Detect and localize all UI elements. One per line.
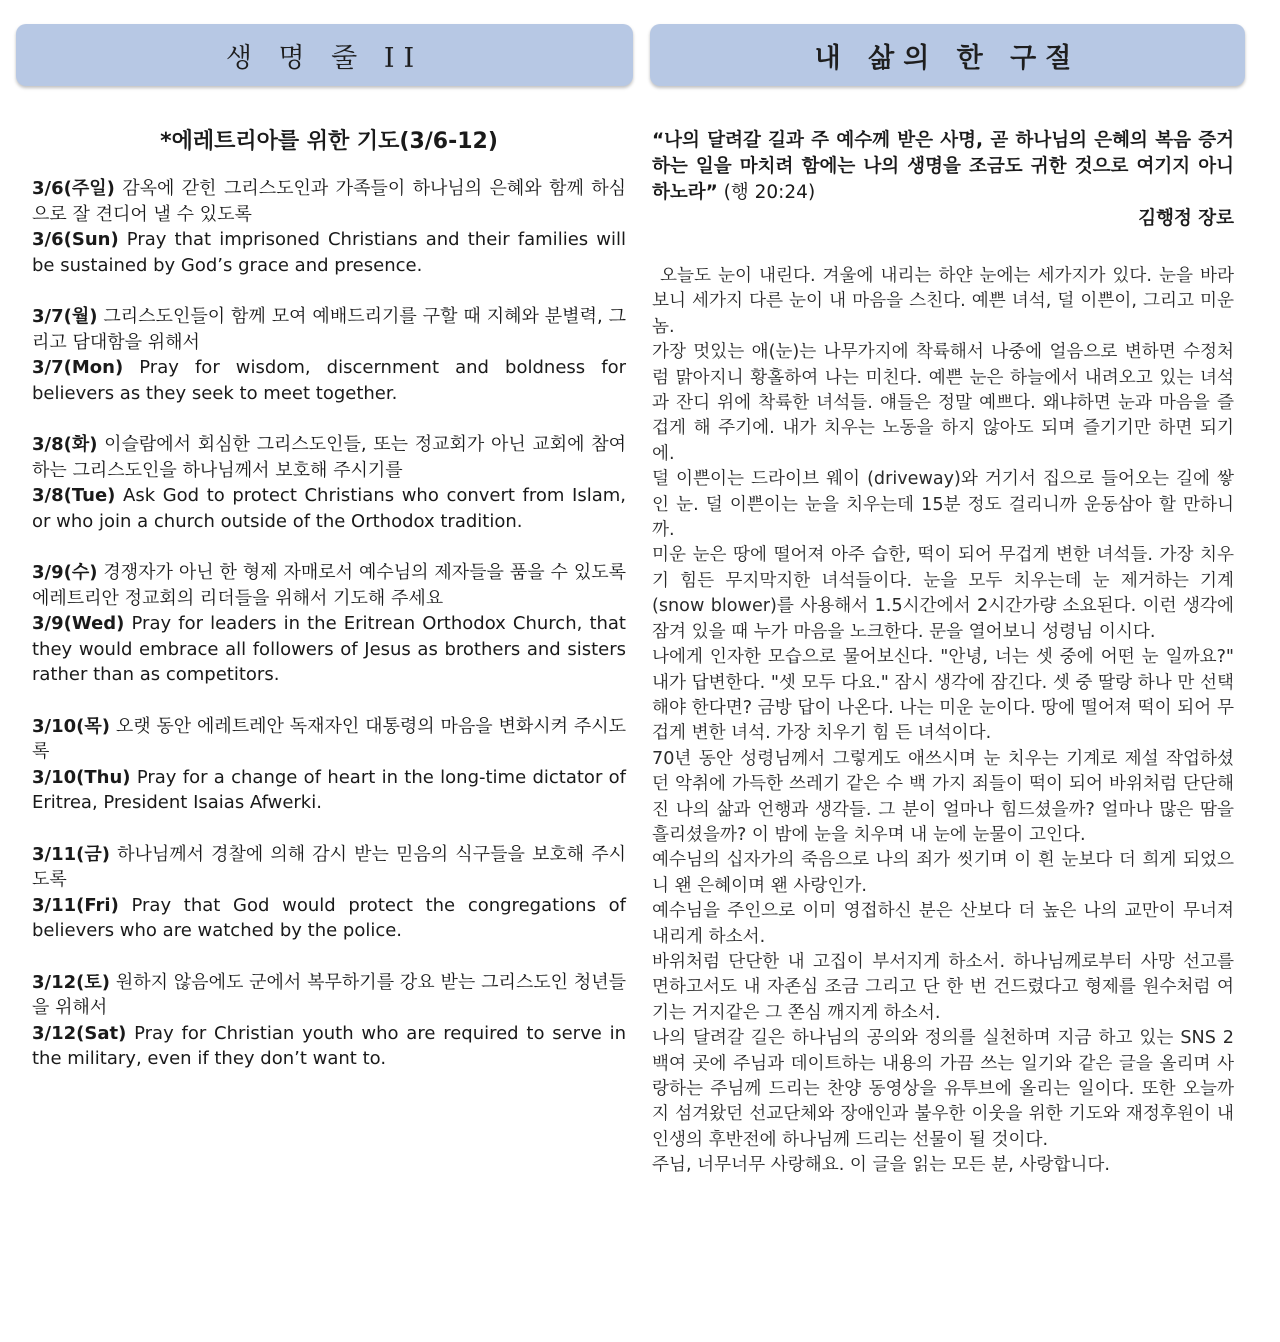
essay-paragraph: 미운 눈은 땅에 떨어져 아주 습한, 떡이 되어 무겁게 변한 녀석들. 가장 치우기 힘든 무지막지한 녀석들이다. 눈을 모두 치우는데 눈 제거하는 기계 (snow blower)를 사용해서 1.5시간에서 2시간가량 소요된다. 이런 생각에 잠겨 있을 때 누가 마음을 노크한다. 문을 열어보니 성령님 이시다.	[652, 545, 1234, 642]
prayer-date-label: 3/7(월)	[32, 306, 98, 327]
prayer-item	[32, 304, 626, 406]
prayer-korean	[32, 176, 626, 227]
verse-text: “나의 달려갈 길과 주 예수께 받은 사명, 곧 하나님의 은혜의 복음 증거하는 일을 마치려 함에는 나의 생명을 조금도 귀한 것으로 여기지 아니 하노라”	[652, 130, 1234, 203]
prayer-text: 오랫 동안 에레트레안 독재자인 대통령의 마음을 변화시켜 주시도록	[32, 715, 626, 762]
essay-paragraph: 가장 멋있는 애(눈)는 나무가지에 착륙해서 나중에 얼음으로 변하면 수정처럼 맑아지니 황홀하여 나는 미친다. 예쁜 눈은 하늘에서 내려오고 있는 녀석과 잔디 위에 착륙한 녀석들. 얘들은 정말 예쁘다. 왜냐하면 눈과 마음을 즐겁게 해 주기에. 내가 치우는 노동을 하지 않아도 되며 즐기기만 하면 되기에.	[652, 342, 1234, 464]
prayer-item	[32, 970, 626, 1072]
prayer-date-label: 3/9(수)	[32, 562, 98, 583]
essay-paragraph: 70년 동안 성령님께서 그렇게도 애쓰시며 눈 치우는 기계로 제설 작업하셨던 악취에 가득한 쓰레기 같은 수 백 가지 죄들이 떡이 되어 바위처럼 단단해 진 나의 삶과 언행과 생각들. 그 분이 얼마나 힘드셨을까? 얼마나 많은 땀을 흘리셨을까? 이 밤에 눈을 치우며 내 눈에 눈물이 고인다.	[652, 748, 1234, 845]
essay-paragraph: 예수님의 십자가의 죽음으로 나의 죄가 씻기며 이 흰 눈보다 더 희게 되었으니 왠 은혜이며 왠 사랑인가.	[652, 850, 1234, 896]
prayer-date-label: 3/10(Thu)	[32, 766, 131, 788]
prayer-date-label: 3/6(주일)	[32, 178, 115, 199]
author-name: 김행정 장로	[1138, 208, 1234, 229]
prayer-title: *에레트리아를 위한 기도(3/6-12)	[160, 129, 498, 154]
right-section-title: 내 삶의 한 구절	[814, 42, 1081, 74]
prayer-text: 감옥에 갇힌 그리스도인과 가족들이 하나님의 은혜와 함께 하심으로 잘 견디어 낼 수 있도록	[32, 178, 626, 225]
prayer-english	[32, 227, 626, 278]
prayer-item	[32, 842, 626, 944]
verse-reference: (행 20:24)	[717, 182, 816, 203]
prayer-date-label: 3/9(Wed)	[32, 613, 125, 634]
essay-body	[652, 264, 1234, 1179]
essay-paragraph: 주님, 너무너무 사랑해요. 이 글을 읽는 모든 분, 사랑합니다.	[652, 1155, 1111, 1176]
prayer-text: Pray that God would protect the congregations of believers who are watched by the police.	[32, 894, 626, 941]
prayer-english	[32, 483, 626, 534]
essay-paragraph: 덜 이쁜이는 드라이브 웨이 (driveway)와 거기서 집으로 들어오는 길에 쌓인 눈. 덜 이쁜이는 눈을 치우는데 15분 정도 걸리니까 운동삼아 할 만하니까.	[652, 469, 1234, 541]
essay-paragraph: 예수님을 주인으로 이미 영접하신 분은 산보다 더 높은 나의 교만이 무너져 내리게 하소서.	[652, 901, 1234, 947]
prayer-date-label: 3/8(화)	[32, 434, 98, 455]
prayer-item	[32, 176, 626, 278]
prayer-text: 원하지 않음에도 군에서 복무하기를 강요 받는 그리스도인 청년들을 위해서	[32, 971, 626, 1018]
prayer-text: Pray for a change of heart in the long-time dictator of Eritrea, President Isaias Afwerki.	[32, 766, 626, 813]
prayer-korean	[32, 714, 626, 765]
prayer-text: 이슬람에서 회심한 그리스도인들, 또는 정교회가 아닌 교회에 참여하는 그리스도인을 하나님께서 보호해 주시기를	[32, 434, 626, 481]
prayer-date-label: 3/11(Fri)	[32, 894, 119, 916]
prayer-korean	[32, 432, 626, 483]
prayer-list	[32, 176, 626, 1098]
prayer-english	[32, 765, 626, 816]
prayer-korean	[32, 970, 626, 1021]
essay-paragraph: 나의 달려갈 길은 하나님의 공의와 정의를 실천하며 지금 하고 있는 SNS 2백여 곳에 주님과 데이트하는 내용의 가끔 쓰는 일기와 같은 글을 올리며 사랑하는 주님께 드리는 찬양 동영상을 유투브에 올리는 일이다. 또한 오늘까지 섬겨왔던 선교단체와 장애인과 불우한 이웃을 위한 기도와 재정후원이 내 인생의 후반전에 하나님께 드리는 선물이 될 것이다.	[652, 1028, 1234, 1150]
prayer-date-label: 3/12(Sat)	[32, 1022, 127, 1044]
prayer-english	[32, 1021, 626, 1072]
prayer-date-label: 3/8(Tue)	[32, 485, 116, 506]
essay-paragraph: 나에게 인자한 모습으로 물어보신다. "안녕, 너는 셋 중에 어떤 눈 일까요?" 내가 답변한다. "셋 모두 다요." 잠시 생각에 잠긴다. 셋 중 딸랑 하나 만 선택해야 한다면? 금방 답이 나온다. 나는 미운 눈이다. 땅에 떨어져 떡이 되어 무겁게 변한 녀석. 가장 치우기 힘 든 녀석이다.	[652, 647, 1234, 744]
prayer-text: Pray for leaders in the Eritrean Orthodox Church, that they would embrace all followers of Jesus as brothers and sisters rather than as competitors.	[32, 613, 626, 685]
prayer-date-label: 3/12(토)	[32, 971, 110, 993]
prayer-text: 그리스도인들이 함께 모여 예배드리기를 구할 때 지혜와 분별력, 그리고 담대함을 위해서	[32, 306, 626, 353]
prayer-text: Pray that imprisoned Christians and their families will be sustained by God’s grace and presence.	[32, 229, 626, 276]
prayer-item	[32, 560, 626, 688]
prayer-korean	[32, 304, 626, 355]
prayer-english	[32, 355, 626, 406]
prayer-english	[32, 611, 626, 688]
prayer-korean	[32, 560, 626, 611]
left-section-header	[16, 24, 633, 86]
prayer-date-label: 3/11(금)	[32, 843, 110, 865]
prayer-date-label: 3/6(Sun)	[32, 229, 119, 250]
prayer-text: Pray for Christian youth who are required to serve in the military, even if they don’t want to.	[32, 1022, 626, 1069]
prayer-english	[32, 893, 626, 944]
essay-paragraph: 바위처럼 단단한 내 고집이 부서지게 하소서. 하나님께로부터 사망 선고를 면하고서도 내 자존심 조금 그리고 단 한 번 건드렸다고 형제를 원수처럼 여기는 거지같은 그 쫀심 깨지게 하소서.	[652, 951, 1234, 1023]
left-section-title: 생 명 줄 II	[225, 42, 424, 74]
essay-paragraph: 오늘도 눈이 내린다. 겨울에 내리는 하얀 눈에는 세가지가 있다. 눈을 바라보니 세가지 다른 눈이 내 마음을 스친다. 예쁜 녀석, 덜 이쁜이, 그리고 미운 놈.	[652, 266, 1234, 337]
prayer-text: Pray for wisdom, discernment and boldness for believers as they seek to meet together.	[32, 357, 626, 404]
right-section-header	[650, 24, 1245, 86]
scripture-verse	[652, 128, 1234, 206]
prayer-item	[32, 432, 626, 534]
prayer-date-label: 3/7(Mon)	[32, 357, 124, 378]
prayer-text: 하나님께서 경찰에 의해 감시 받는 믿음의 식구들을 보호해 주시도록	[32, 843, 626, 890]
prayer-korean	[32, 842, 626, 893]
prayer-text: Ask God to protect Christians who convert from Islam, or who join a church outside of the Orthodox tradition.	[32, 485, 626, 532]
prayer-text: 경쟁자가 아닌 한 형제 자매로서 예수님의 제자들을 품을 수 있도록 에레트리안 정교회의 리더들을 위해서 기도해 주세요	[32, 562, 626, 609]
prayer-date-label: 3/10(목)	[32, 715, 110, 737]
prayer-item	[32, 714, 626, 816]
